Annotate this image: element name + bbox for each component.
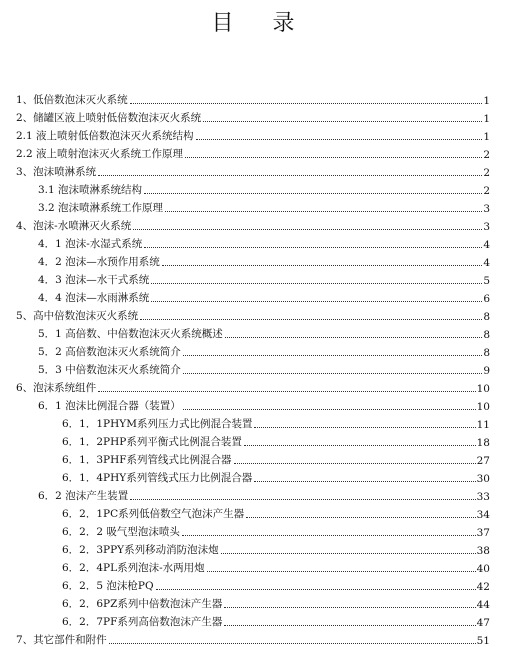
toc-entry-label: 6．2．4PL系列泡沫-水两用炮: [62, 562, 205, 574]
toc-entry[interactable]: [38, 395, 490, 413]
toc-entry-label: 6．2．3PPY系列移动消防泡沫炮: [62, 544, 219, 556]
toc-entry-label: 4．1 泡沫-水湿式系统: [38, 238, 143, 250]
page-title: 目 录: [211, 11, 311, 36]
toc-entry-label: 6．2．7PF系列高倍数泡沫产生器: [62, 616, 223, 628]
toc-entry-label: 4．3 泡沫—水干式系统: [38, 274, 150, 286]
toc-entry-page: 3: [483, 203, 490, 215]
dot-leader: [182, 534, 476, 536]
toc-entry-label: 2.1 液上喷射低倍数泡沫灭火系统结构: [16, 130, 194, 142]
toc-entry-label: 6．1．4PHY系列管线式压力比例混合器: [62, 472, 253, 484]
toc-entry[interactable]: [38, 359, 490, 377]
toc-entry-label: 4、泡沫-水喷淋灭火系统: [16, 220, 132, 232]
toc-entry-page: 37: [476, 527, 490, 539]
dot-leader: [185, 156, 482, 158]
toc-entry-page: 42: [476, 581, 490, 593]
toc-entry[interactable]: [16, 161, 490, 179]
dot-leader: [144, 192, 482, 194]
dot-leader: [151, 282, 482, 284]
toc-entry-page: 1: [483, 95, 490, 107]
dot-leader: [183, 372, 483, 374]
toc-entry[interactable]: [16, 629, 490, 647]
toc-entry-page: 47: [476, 617, 490, 629]
dot-leader: [156, 588, 476, 590]
toc-entry-label: 2.2 液上喷射泡沫灭火系统工作原理: [16, 148, 184, 160]
dot-leader: [234, 462, 476, 464]
dot-leader: [225, 336, 483, 338]
toc-entry-page: 8: [483, 311, 490, 323]
dot-leader: [165, 210, 482, 212]
toc-entry-page: 30: [476, 473, 490, 485]
toc-entry-label: 6．1．3PHF系列管线式比例混合器: [62, 454, 232, 466]
toc-entry-page: 4: [483, 257, 490, 269]
toc-entry-page: 34: [476, 509, 490, 521]
dot-leader: [224, 606, 475, 608]
toc-entry[interactable]: [62, 557, 490, 575]
dot-leader: [109, 642, 476, 644]
toc-entry[interactable]: [38, 233, 490, 251]
toc-entry-page: 10: [476, 401, 490, 413]
toc-entry-page: 2: [483, 185, 490, 197]
dot-leader: [144, 246, 482, 248]
dot-leader: [98, 390, 475, 392]
toc-entry-label: 6．1．1PHYM系列压力式比例混合装置: [62, 418, 253, 430]
toc-entry-label: 6、泡沫系统组件: [16, 382, 97, 394]
toc-entry[interactable]: [62, 539, 490, 557]
toc-entry-page: 1: [483, 113, 490, 125]
toc-entry[interactable]: [62, 431, 490, 449]
toc-entry-page: 27: [476, 455, 490, 467]
toc-entry[interactable]: [16, 215, 490, 233]
toc-entry-label: 6．2．5 泡沫枪PQ: [62, 580, 154, 592]
dot-leader: [133, 228, 482, 230]
toc-entry[interactable]: [38, 251, 490, 269]
toc-entry-label: 1、低倍数泡沫灭火系统: [16, 94, 128, 106]
toc-entry[interactable]: [16, 377, 490, 395]
toc-entry-label: 6．2．6PZ系列中倍数泡沫产生器: [62, 598, 223, 610]
toc-entry[interactable]: [38, 323, 490, 341]
toc-entry-label: 5．3 中倍数泡沫灭火系统简介: [38, 364, 181, 376]
toc-entry-page: 6: [483, 293, 490, 305]
toc-entry-label: 5．1 高倍数、中倍数泡沫灭火系统概述: [38, 328, 223, 340]
toc-entry[interactable]: [62, 467, 490, 485]
toc-entry-page: 38: [476, 545, 490, 557]
dot-leader: [151, 300, 482, 302]
toc-entry[interactable]: [38, 269, 490, 287]
toc-entry-page: 40: [476, 563, 490, 575]
toc-entry-page: 3: [483, 221, 490, 233]
toc-entry-label: 4．4 泡沫—水雨淋系统: [38, 292, 150, 304]
dot-leader: [98, 174, 482, 176]
toc-entry-page: 2: [483, 149, 490, 161]
toc-entry-page: 4: [483, 239, 490, 251]
dot-leader: [140, 318, 482, 320]
dot-leader: [254, 426, 475, 428]
toc-entry[interactable]: [38, 485, 490, 503]
toc-entry[interactable]: [16, 305, 490, 323]
toc-entry[interactable]: [38, 287, 490, 305]
toc-entry-label: 6．1 泡沫比例混合器（装置）: [38, 400, 181, 412]
toc-entry-label: 6．2．1PC系列低倍数空气泡沫产生器: [62, 508, 245, 520]
dot-leader: [221, 552, 476, 554]
toc-entry[interactable]: [16, 89, 490, 107]
toc-entry[interactable]: [16, 125, 490, 143]
toc-entry-page: 11: [476, 419, 490, 431]
toc-entry[interactable]: [38, 179, 490, 197]
toc-entry-page: 10: [476, 383, 490, 395]
toc-entry[interactable]: [16, 107, 490, 125]
toc-entry[interactable]: [62, 611, 490, 629]
toc-entry[interactable]: [16, 143, 490, 161]
dot-leader: [130, 102, 483, 104]
dot-leader: [183, 354, 483, 356]
toc-entry-label: 3.2 泡沫喷淋系统工作原理: [38, 202, 164, 214]
toc-entry[interactable]: [62, 413, 490, 431]
toc-entry-label: 5、高中倍数泡沫灭火系统: [16, 310, 139, 322]
toc-entry-label: 6．1．2PHP系列平衡式比例混合装置: [62, 436, 242, 448]
toc-entry-page: 44: [476, 599, 490, 611]
toc-entry[interactable]: [62, 521, 490, 539]
toc-entry[interactable]: [62, 449, 490, 467]
toc-entry[interactable]: [38, 197, 490, 215]
dot-leader: [130, 498, 475, 500]
toc-entry[interactable]: [38, 341, 490, 359]
toc-entry[interactable]: [62, 575, 490, 593]
dot-leader: [183, 408, 476, 410]
dot-leader: [207, 570, 476, 572]
toc-entry[interactable]: [62, 503, 490, 521]
toc-entry-label: 6．2．2 吸气型泡沫喷头: [62, 526, 180, 538]
dot-leader: [246, 516, 475, 518]
toc-entry-page: 33: [476, 491, 490, 503]
dot-leader: [254, 480, 475, 482]
toc-entry-label: 6．2 泡沫产生装置: [38, 490, 129, 502]
dot-leader: [162, 264, 483, 266]
toc-entry-label: 7、其它部件和附件: [16, 634, 107, 646]
toc-entry-page: 8: [483, 347, 490, 359]
toc-entry-page: 5: [483, 275, 490, 287]
toc-entry-page: 2: [483, 167, 490, 179]
dot-leader: [203, 120, 482, 122]
toc-entry-label: 3.1 泡沫喷淋系统结构: [38, 184, 143, 196]
dot-leader: [196, 138, 483, 140]
toc-entry-label: 3、泡沫喷淋系统: [16, 166, 97, 178]
toc-entry-label: 5．2 高倍数泡沫灭火系统简介: [38, 346, 181, 358]
toc-entry-page: 9: [483, 365, 490, 377]
toc-entry-page: 1: [483, 131, 490, 143]
toc-entry-label: 2、储罐区液上喷射低倍数泡沫灭火系统: [16, 112, 202, 124]
dot-leader: [224, 624, 475, 626]
toc-entry-page: 18: [476, 437, 490, 449]
toc-entry-label: 4．2 泡沫—水预作用系统: [38, 256, 160, 268]
toc-entry-page: 51: [476, 635, 490, 647]
dot-leader: [244, 444, 476, 446]
toc-entry-page: 8: [483, 329, 490, 341]
toc-entry[interactable]: [62, 593, 490, 611]
